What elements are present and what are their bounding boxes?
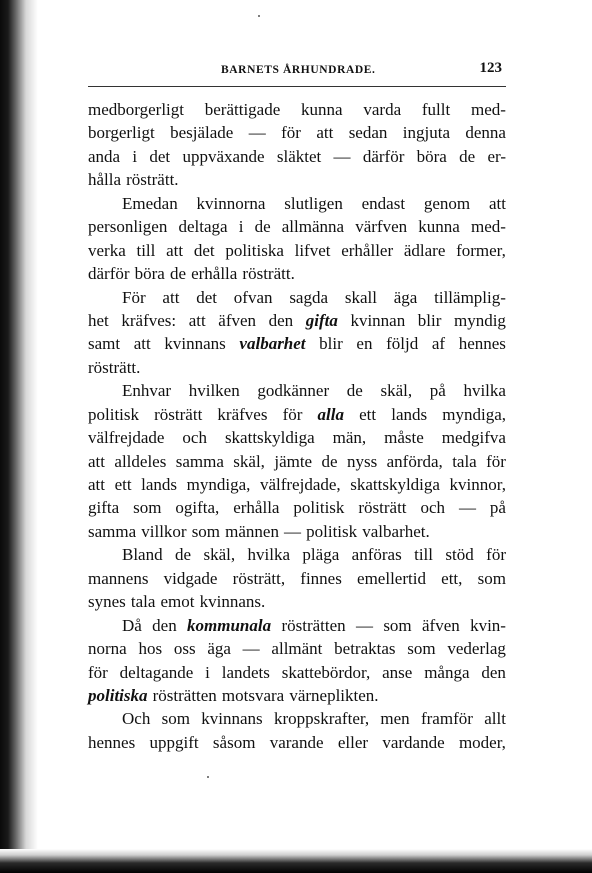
word: på xyxy=(429,381,446,401)
word: att xyxy=(133,334,151,354)
word: anförda, xyxy=(386,451,443,471)
word: kvinnans xyxy=(164,334,226,354)
word: ofvan xyxy=(233,287,273,307)
word: skäl, xyxy=(203,545,236,565)
word: skäl, xyxy=(233,451,265,471)
word: politisk xyxy=(293,498,345,518)
emphasized-word: politiska xyxy=(88,685,148,705)
word: rösträtt. xyxy=(88,357,141,377)
text-line xyxy=(88,239,506,262)
text-line xyxy=(88,98,506,121)
text-line xyxy=(88,403,506,426)
word: sedan xyxy=(348,123,388,143)
word: vederlag xyxy=(447,639,506,659)
word: samma xyxy=(88,521,137,541)
text-line xyxy=(88,332,506,355)
text-line xyxy=(88,520,506,543)
text-line xyxy=(88,121,506,144)
word: moder, xyxy=(458,732,506,752)
word: endast xyxy=(361,193,406,213)
word: lifvet xyxy=(294,240,331,260)
word: rösträtt xyxy=(358,498,407,518)
word: att xyxy=(188,310,206,330)
word: betraktas xyxy=(334,639,396,659)
word: det xyxy=(149,146,171,166)
word: kvin- xyxy=(470,615,506,635)
word: villkor xyxy=(141,521,187,541)
word: det xyxy=(196,287,217,307)
word: myndiga, xyxy=(442,404,506,424)
speck-mark xyxy=(207,776,209,778)
word: de xyxy=(254,217,271,237)
text-line xyxy=(88,286,506,309)
word: Bland xyxy=(122,545,163,565)
word: allt xyxy=(484,709,506,729)
word: — xyxy=(333,146,351,166)
word: denna xyxy=(465,123,506,143)
speck-mark xyxy=(258,15,260,17)
word: för xyxy=(282,404,303,424)
word: blir xyxy=(417,310,442,330)
word: männen xyxy=(225,521,279,541)
word: de xyxy=(346,381,363,401)
word: varande xyxy=(269,732,324,752)
word: rösträtt, xyxy=(232,568,286,588)
word: rösträtt xyxy=(154,404,203,424)
word: gifta xyxy=(88,498,120,518)
word: nyss xyxy=(346,451,378,471)
emphasized-word: valbarhet xyxy=(239,334,306,354)
word: Enhvar xyxy=(122,381,172,401)
text-line xyxy=(88,215,506,238)
word: borgerligt xyxy=(88,123,155,143)
word: hålla xyxy=(88,170,122,190)
word: släktet xyxy=(276,146,322,166)
word: anda xyxy=(88,146,121,166)
word: Då xyxy=(122,615,142,635)
word: myndig xyxy=(453,310,506,330)
word: med- xyxy=(470,217,506,237)
word: men xyxy=(380,709,410,729)
word: — xyxy=(242,639,260,659)
word: ett xyxy=(114,475,132,494)
word: eller xyxy=(337,732,369,752)
page-header xyxy=(88,60,506,82)
word: tala xyxy=(452,451,477,471)
word: att xyxy=(88,451,105,471)
word: på xyxy=(489,498,506,518)
word: ett xyxy=(359,404,377,424)
body-text xyxy=(88,98,506,754)
emphasized-word: alla xyxy=(317,404,344,424)
word: skattskyldiga xyxy=(350,475,440,494)
word: för xyxy=(486,451,506,471)
word: emellertid xyxy=(357,568,426,588)
word: rösträtten xyxy=(281,615,346,635)
word: och xyxy=(182,428,207,448)
word: den xyxy=(268,310,294,330)
word: Och xyxy=(122,709,151,729)
word: välfrejdade, xyxy=(259,475,341,494)
word: sagda xyxy=(289,287,329,307)
word: att xyxy=(316,123,334,143)
word: tala xyxy=(130,592,156,612)
word: som xyxy=(477,568,506,588)
word: kvinnans. xyxy=(199,592,266,612)
word: välfrejdade xyxy=(88,428,165,448)
word: böra xyxy=(134,264,165,284)
word: skall xyxy=(344,287,377,307)
word: att xyxy=(162,287,180,307)
word: det xyxy=(193,240,215,260)
word: erhålla xyxy=(191,264,238,284)
word: som xyxy=(133,498,162,518)
word: blir xyxy=(319,334,343,354)
word: hvilken xyxy=(188,381,240,401)
word: till xyxy=(136,240,156,260)
word: erhålla xyxy=(233,498,280,518)
word: många xyxy=(424,662,470,682)
text-line xyxy=(88,567,506,590)
word: tillämplig- xyxy=(434,287,506,307)
word: ogifta, xyxy=(175,498,220,518)
word: lands xyxy=(391,404,428,424)
word: för xyxy=(281,123,301,143)
text-line xyxy=(88,426,506,449)
word: anse xyxy=(382,662,413,682)
word: värfven xyxy=(355,217,408,237)
word: i xyxy=(132,146,138,166)
word: — xyxy=(458,498,476,518)
word: en xyxy=(356,334,373,354)
word: de xyxy=(459,146,476,166)
word: besjälade xyxy=(170,123,234,143)
word: vardande xyxy=(382,732,445,752)
word: till xyxy=(414,545,433,565)
text-line xyxy=(88,614,506,637)
word: motsvara xyxy=(221,685,285,705)
word: äfven xyxy=(421,615,460,635)
word: därför xyxy=(362,146,405,166)
text-line xyxy=(88,637,506,660)
word: allmänna xyxy=(281,217,345,237)
word: den xyxy=(481,662,506,682)
header-rule xyxy=(88,86,506,87)
word: hennes xyxy=(458,334,506,354)
text-line xyxy=(88,590,506,613)
word: stöd xyxy=(445,545,474,565)
word: fullt xyxy=(421,100,451,119)
word: kvinnor, xyxy=(449,475,506,494)
word: uppväxande xyxy=(182,146,265,166)
word: samt xyxy=(88,334,121,354)
word: former, xyxy=(456,240,506,260)
word: pläga xyxy=(302,545,340,565)
word: framför xyxy=(420,709,473,729)
text-line xyxy=(88,168,506,191)
word: skäl, xyxy=(380,381,413,401)
word: norna xyxy=(88,639,127,659)
word: kvinnorna xyxy=(196,193,266,213)
word: anföras xyxy=(351,545,402,565)
word: de xyxy=(169,264,186,284)
word: värneplikten. xyxy=(289,685,379,705)
word: af xyxy=(431,334,446,354)
word: de xyxy=(321,451,338,471)
word: godkänner xyxy=(257,381,330,401)
word: följd xyxy=(386,334,419,354)
word: äga xyxy=(393,287,418,307)
text-line xyxy=(88,473,506,496)
word: — xyxy=(355,615,373,635)
text-line xyxy=(88,262,506,285)
word: att xyxy=(166,240,184,260)
word: hennes xyxy=(88,732,136,752)
word: lands xyxy=(141,475,178,494)
word: politiska xyxy=(225,240,284,260)
text-line xyxy=(88,379,506,402)
word: vidgade xyxy=(163,568,218,588)
word: för xyxy=(88,662,108,682)
word: måste xyxy=(384,428,424,448)
word: erhåller xyxy=(341,240,394,260)
word: het xyxy=(88,310,109,330)
word: och xyxy=(420,498,445,518)
word: rösträtt. xyxy=(126,170,179,190)
word: politisk xyxy=(88,404,140,424)
word: kvinnans xyxy=(201,709,263,729)
word: deltaga xyxy=(178,217,228,237)
word: deltagande xyxy=(119,662,194,682)
text-line xyxy=(88,543,506,566)
word: i xyxy=(238,217,244,237)
word: som xyxy=(407,639,436,659)
word: personligen xyxy=(88,217,168,237)
word: genom xyxy=(423,193,471,213)
word: valbarhet. xyxy=(362,521,430,541)
word: jämte xyxy=(274,451,313,471)
page-bottom-edge xyxy=(0,849,592,873)
page-number: 123 xyxy=(479,60,502,76)
word: som xyxy=(383,615,412,635)
word: slutligen xyxy=(284,193,343,213)
text-line xyxy=(88,731,506,754)
word: att xyxy=(88,475,105,494)
word: att xyxy=(488,193,506,213)
word: uppgift xyxy=(149,732,199,752)
word: landets xyxy=(221,662,270,682)
word: hos xyxy=(138,639,163,659)
word: synes xyxy=(88,592,126,612)
word: kräfves: xyxy=(121,310,177,330)
word: er- xyxy=(487,146,506,166)
text-line xyxy=(88,450,506,473)
word: som xyxy=(161,709,190,729)
word: hvilka xyxy=(463,381,506,401)
word: — xyxy=(284,521,302,541)
word: emot xyxy=(160,592,195,612)
word: Emedan xyxy=(122,193,178,213)
text-line xyxy=(88,661,506,684)
word: kunna xyxy=(418,217,460,237)
word: ett, xyxy=(441,568,463,588)
word: män, xyxy=(332,428,367,448)
text-line xyxy=(88,496,506,519)
word: medgifva xyxy=(441,428,506,448)
word: som xyxy=(191,521,221,541)
word: berättigade xyxy=(204,100,281,119)
word: verka xyxy=(88,240,126,260)
binding-shadow xyxy=(0,0,40,873)
emphasized-word: kommunala xyxy=(187,615,272,635)
word: mannens xyxy=(88,568,149,588)
word: såsom xyxy=(212,732,256,752)
text-line xyxy=(88,684,506,707)
word: allmänt xyxy=(271,639,323,659)
word: i xyxy=(205,662,210,682)
word: skattskyldiga xyxy=(224,428,315,448)
word: böra xyxy=(416,146,447,166)
word: äga xyxy=(207,639,231,659)
word: kroppskrafter, xyxy=(273,709,370,729)
word: rösträtt. xyxy=(242,264,295,284)
word: — xyxy=(248,123,266,143)
word: skattebördor, xyxy=(281,662,371,682)
word: rösträtten xyxy=(152,685,217,705)
word: varda xyxy=(363,100,402,119)
word: politisk xyxy=(306,521,358,541)
text-line xyxy=(88,145,506,168)
word: myndiga, xyxy=(186,475,251,494)
running-title: BARNETS ÅRHUNDRADE. xyxy=(221,64,376,76)
text-line xyxy=(88,356,506,379)
word: För xyxy=(122,287,146,307)
word: äfven xyxy=(218,310,257,330)
word: ädlare xyxy=(403,240,446,260)
word: för xyxy=(486,545,506,565)
word: kvinnan xyxy=(350,310,406,330)
word: kräfves xyxy=(217,404,268,424)
emphasized-word: gifta xyxy=(305,310,338,330)
word: medborgerligt xyxy=(88,100,184,119)
text-line xyxy=(88,309,506,332)
word: den xyxy=(152,615,177,635)
word: de xyxy=(175,545,192,565)
word: hvilka xyxy=(247,545,291,565)
word: ingjuta xyxy=(402,123,450,143)
word: alldeles xyxy=(114,451,167,471)
text-line xyxy=(88,707,506,730)
word: därför xyxy=(88,264,130,284)
word: oss xyxy=(173,639,196,659)
word: med- xyxy=(471,100,506,119)
word: samma xyxy=(175,451,224,471)
word: finnes xyxy=(300,568,342,588)
text-line xyxy=(88,192,506,215)
word: kunna xyxy=(301,100,343,119)
